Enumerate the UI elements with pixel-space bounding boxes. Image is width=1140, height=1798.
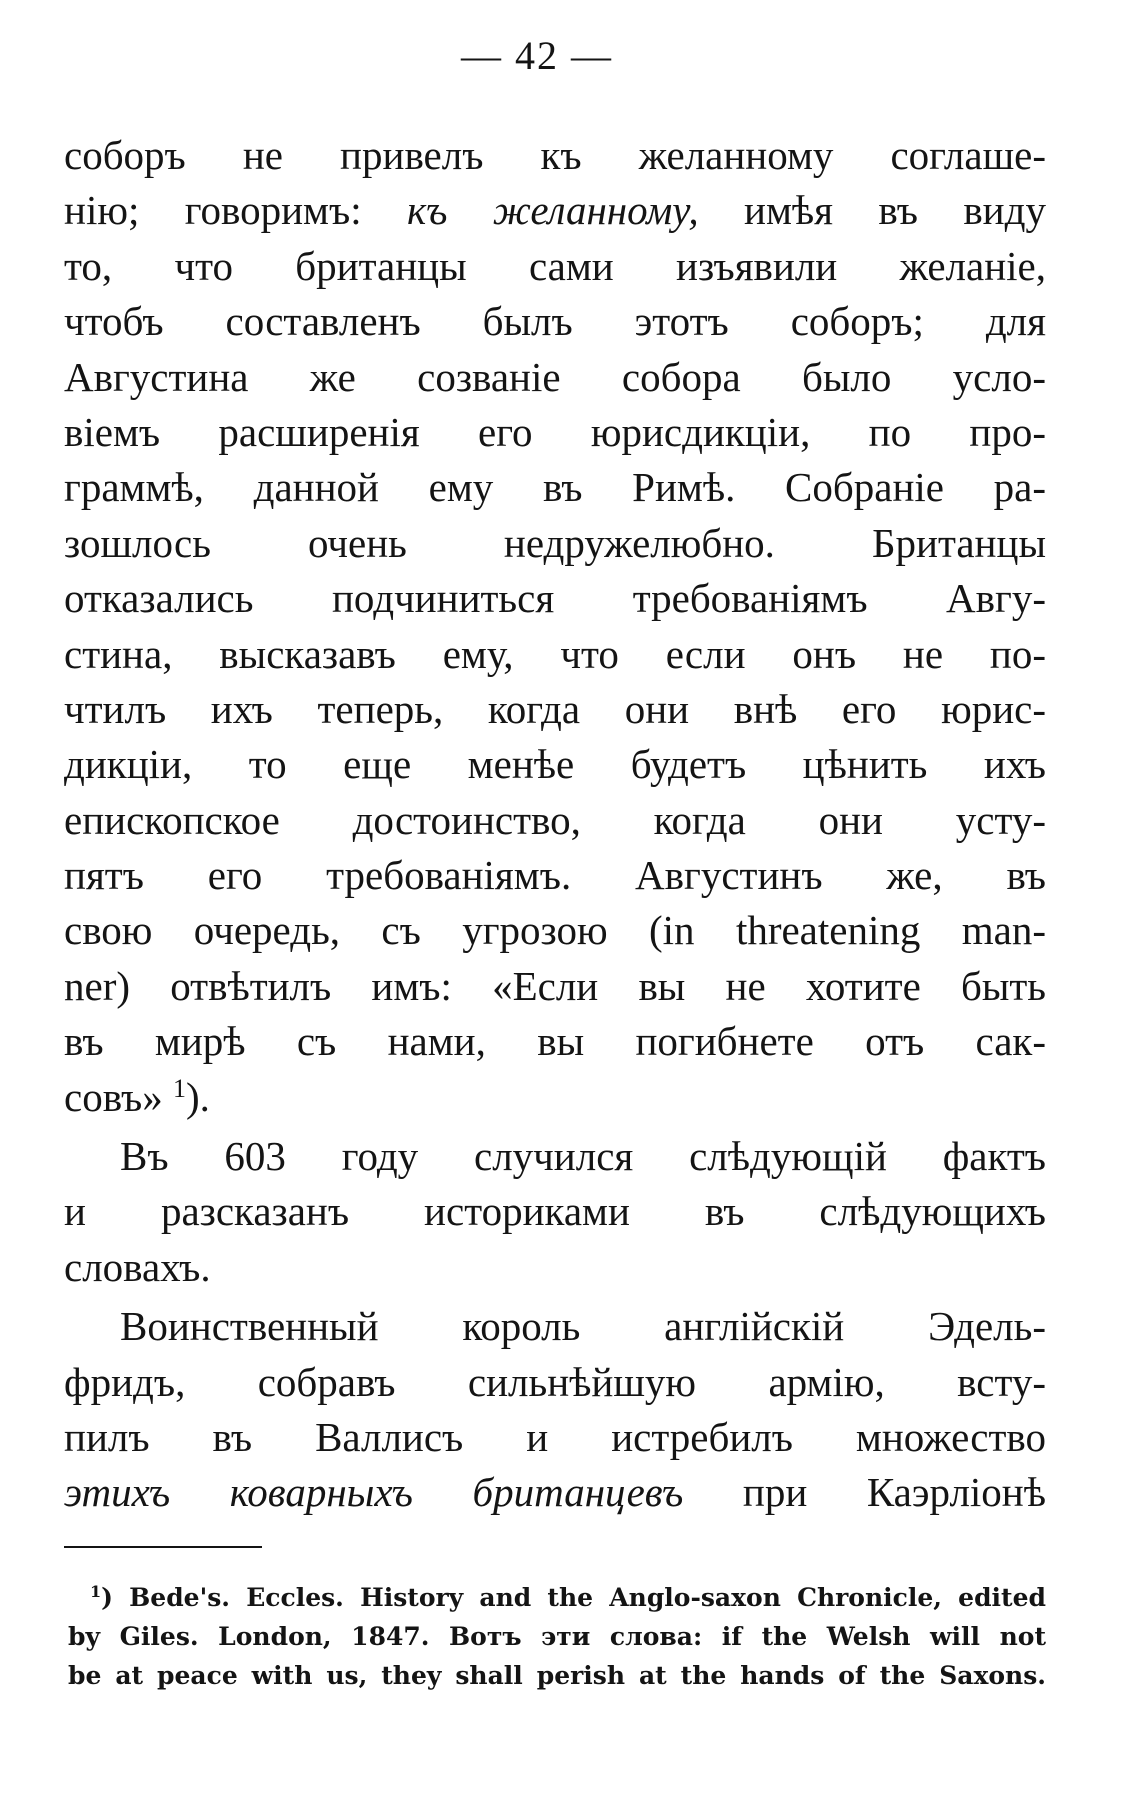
text-line: чтилъ ихъ теперь, когда они внѣ его юрис- — [64, 685, 1046, 732]
text-line: словахъ. — [64, 1243, 211, 1290]
page-number: — 42 — — [461, 33, 613, 78]
text-line: епископское достоинство, когда они усту- — [64, 796, 1046, 843]
text-line: пятъ его требованіямъ. Августинъ же, въ — [64, 852, 1046, 899]
italic-phrase: этихъ коварныхъ британцевъ — [64, 1469, 684, 1516]
footnote-ref: 1 — [173, 1073, 186, 1103]
text-line: фридъ, собравъ сильнѣйшую армію, всту- — [64, 1358, 1046, 1405]
text-line: пилъ въ Валлисъ и истребилъ множество — [64, 1413, 1046, 1460]
text-line: чтобъ составленъ былъ этотъ соборъ; для — [64, 298, 1046, 345]
footnotes — [68, 1578, 1046, 1695]
text-line: зошлось очень недружелюбно. Британцы — [64, 519, 1046, 566]
text-line: ner) отвѣтилъ имъ: «Если вы не хотите быть — [64, 962, 1046, 1009]
text-line: соборъ не привелъ къ желанному соглаше- — [64, 132, 1046, 178]
text-line: Августина же созваніе собора было усло- — [64, 353, 1046, 400]
text-line: віемъ расширенія его юрисдикціи, по про- — [64, 408, 1046, 455]
text-line: граммѣ, данной ему въ Римѣ. Собраніе ра- — [64, 464, 1046, 511]
text-line: Въ 603 году случился слѣдующій фактъ — [120, 1133, 1046, 1180]
italic-phrase: къ желанному, — [406, 187, 699, 234]
text-line: дикціи, то еще менѣе будетъ цѣнить ихъ — [64, 741, 1046, 788]
main-text — [64, 128, 1046, 1521]
text-line: и разсказанъ историками въ слѣдующихъ — [64, 1188, 1046, 1235]
footnote-marker: 1 — [90, 1582, 102, 1601]
footnote-divider — [64, 1546, 262, 1548]
text-line: совъ» $^1$). — [64, 1073, 210, 1120]
text-line: отказались подчиниться требованіямъ Авгу- — [64, 575, 1046, 622]
text-line: въ мирѣ съ нами, вы погибнете отъ сак- — [64, 1018, 1046, 1065]
text-line: нію; говоримъ: къ желанному, имѣя въ виду — [64, 187, 1046, 234]
text-line: Воинственный король англійскій Эдель- — [120, 1303, 1046, 1350]
footnote-line: be at peace with us, they shall perish at the hands of the Saxons. — [68, 1661, 1046, 1690]
text-line: стина, высказавъ ему, что если онъ не по- — [64, 630, 1046, 677]
text-line: свою очередь, съ угрозою (in threatening man- — [64, 907, 1046, 954]
text-line: то, что британцы сами изъявили желаніе, — [64, 242, 1046, 289]
text-line: этихъ коварныхъ британцевъ при Каэрліонѣ — [64, 1469, 1046, 1516]
footnote-line: $^1$) Bede's. Eccles. History and the Anglo-saxon Chronicle, edited — [90, 1582, 1046, 1612]
footnote-line: by Giles. London, 1847. Вотъ эти слова: if the Welsh will not — [68, 1622, 1046, 1651]
